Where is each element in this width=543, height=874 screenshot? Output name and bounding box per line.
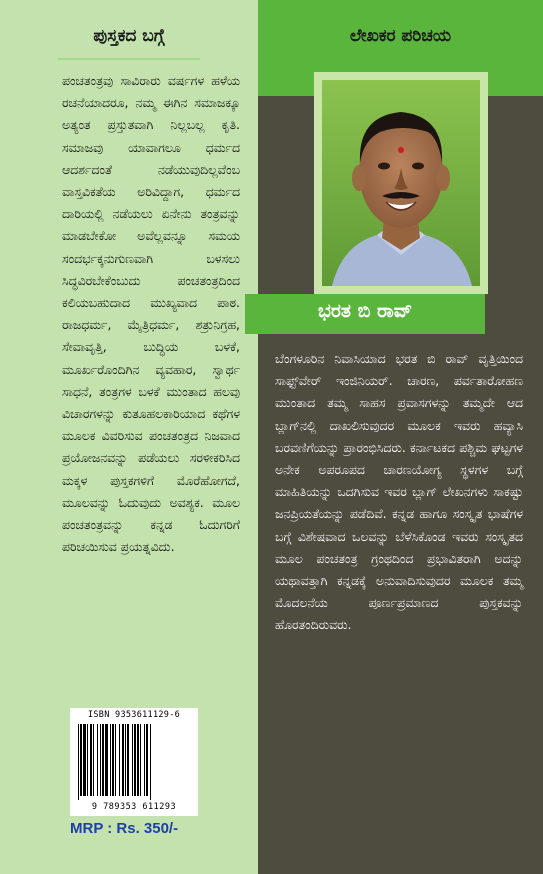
about-book-text: ಪಂಚತಂತ್ರವು ಸಾವಿರಾರು ವರ್ಷಗಳ ಹಳೆಯ ರಚನೆಯಾದರೂ, ನಮ್ಮ ಈಗಿನ ಸಮಾಜಕ್ಕೂ ಅತ್ಯಂತ ಪ್ರಸ್ತುತವಾಗಿ ನಿಲ್ಲಬಲ್ಲ ಕೃತಿ. ಸಮಾಜವು ಯಾವಾಗಲೂ ಧರ್ಮದ ಆದರ್ಶದಂತೆ ನಡೆಯುವುದಿಲ್ಲವೆಂಬ ವಾಸ್ತವಿಕತೆಯ ಅರಿವಿದ್ದಾಗ, ಧರ್ಮದ ದಾರಿಯಲ್ಲಿ ನಡೆಯಲು ಏನೇನು ತಂತ್ರವನ್ನು ಮಾಡಬೇಕೋ ಅವೆಲ್ಲವನ್ನೂ ಸಮಯ ಸಂದರ್ಭಕ್ಕನುಗುಣವಾಗಿ ಬಳಸಲು ಸಿದ್ಧವಿರಬೇಕೆಂಬುದು ಪಂಚತಂತ್ರದಿಂದ ಕಲಿಯಬಹುದಾದ ಮುಖ್ಯವಾದ ಪಾಠ. ರಾಜಧರ್ಮ, ಮೈತ್ರಿಧರ್ಮ, ಶತ್ರುನಿಗ್ರಹ, ಸೇವಾವೃತ್ತಿ, ಬುದ್ಧಿಯ ಬಳಕೆ, ಮೂರ್ಖರೊಂದಿಗಿನ ವ್ಯವಹಾರ, ಸ್ವಾರ್ಥ ಸಾಧನೆ, ತಂತ್ರಗಳ ಬಳಕೆ ಮುಂತಾದ ಹಲವು ವಿಚಾರಗಳನ್ನು ಕುತೂಹಲಕಾರಿಯಾದ ಕಥೆಗಳ ಮೂಲಕ ವಿವರಿಸುವ ಪಂಚತಂತ್ರದ ನಿಜವಾದ ಪ್ರಯೋಜನವನ್ನು ಪಡೆಯಲು ಸರಳೀಕರಿಸಿದ ಮಕ್ಕಳ ಪುಸ್ತಕಗಳಿಗೆ ಮೊರೆಹೋಗದೆ, ಮೂಲವನ್ನು ಓದುವುದು ಅವಶ್ಯಕ. ಮೂಲ ಪಂಚತಂತ್ರವನ್ನು ಕನ್ನಡ ಓದುಗರಿಗೆ ಪರಿಚಯಿಸುವ ಪ್ರಯತ್ನವಿದು. <box>62 73 240 555</box>
about-book-title: ಪುಸ್ತಕದ ಬಗ್ಗೆ <box>93 26 165 46</box>
barcode-digits: 9 789353 611293 <box>91 802 177 812</box>
author-name: ಭರತ ಬಿ ರಾವ್ <box>317 300 413 322</box>
author-bio-text: ಬೆಂಗಳೂರಿನ ನಿವಾಸಿಯಾದ ಭರತ ಬಿ ರಾವ್ ವೃತ್ತಿಯಿಂದ ಸಾಫ್ಟ್‌ವೇರ್ ಇಂಜಿನಿಯರ್. ಚಾರಣ, ಪರ್ವತಾರೋಹಣ ಮುಂತಾದ ತಮ್ಮ ಸಾಹಸ ಪ್ರವಾಸಗಳನ್ನು ತಮ್ಮದೇ ಆದ ಬ್ಲಾಗ್‌ನಲ್ಲಿ ದಾಖಲಿಸುವುದರ ಮೂಲಕ ಇವರು ಹವ್ಯಾಸಿ ಬರವಣಿಗೆಯನ್ನು ಪ್ರಾರಂಭಿಸಿದರು. ಕರ್ನಾಟಕದ ಪಶ್ಚಿಮ ಘಟ್ಟಗಳ ಅನೇಕ ಅಪರೂಪದ ಚಾರಣಯೋಗ್ಯ ಸ್ಥಳಗಳ ಬಗ್ಗೆ ಮಾಹಿತಿಯನ್ನು ಒದಗಿಸುವ ಇವರ ಬ್ಲಾಗ್ ಲೇಖನಗಳು ಸಾಕಷ್ಟು ಜನಪ್ರಿಯತೆಯನ್ನು ಪಡೆದಿವೆ. ಕನ್ನಡ ಹಾಗೂ ಸಂಸ್ಕೃತ ಭಾಷೆಗಳ ಬಗ್ಗೆ ವಿಶೇಷವಾದ ಒಲವನ್ನು ಬೆಳೆಸಿಕೊಂಡ ಇವರು ಸಂಸ್ಕೃತದ ಮೂಲ ಪಂಚತಂತ್ರ ಗ್ರಂಥದಿಂದ ಪ್ರಭಾವಿತರಾಗಿ ಅದನ್ನು ಯಥಾವತ್ತಾಗಿ ಕನ್ನಡಕ್ಕೆ ಅನುವಾದಿಸುವುದರ ಮೂಲಕ ತಮ್ಮ ಮೊದಲನೆಯ ಪೂರ್ಣಪ್ರಮಾಣದ ಪುಸ್ತಕವನ್ನು ಹೊರತಂದಿರುವರು. <box>275 351 523 633</box>
author-photo <box>322 80 480 286</box>
isbn-label: ISBN 9353611129-6 <box>87 710 181 720</box>
barcode-block <box>70 708 198 816</box>
title-divider <box>58 58 200 60</box>
price-label: MRP : Rs. 350/- <box>70 820 179 837</box>
author-section-title: ಲೇಖಕರ ಪರಿಚಯ <box>349 26 452 46</box>
barcode-icon <box>76 724 192 800</box>
